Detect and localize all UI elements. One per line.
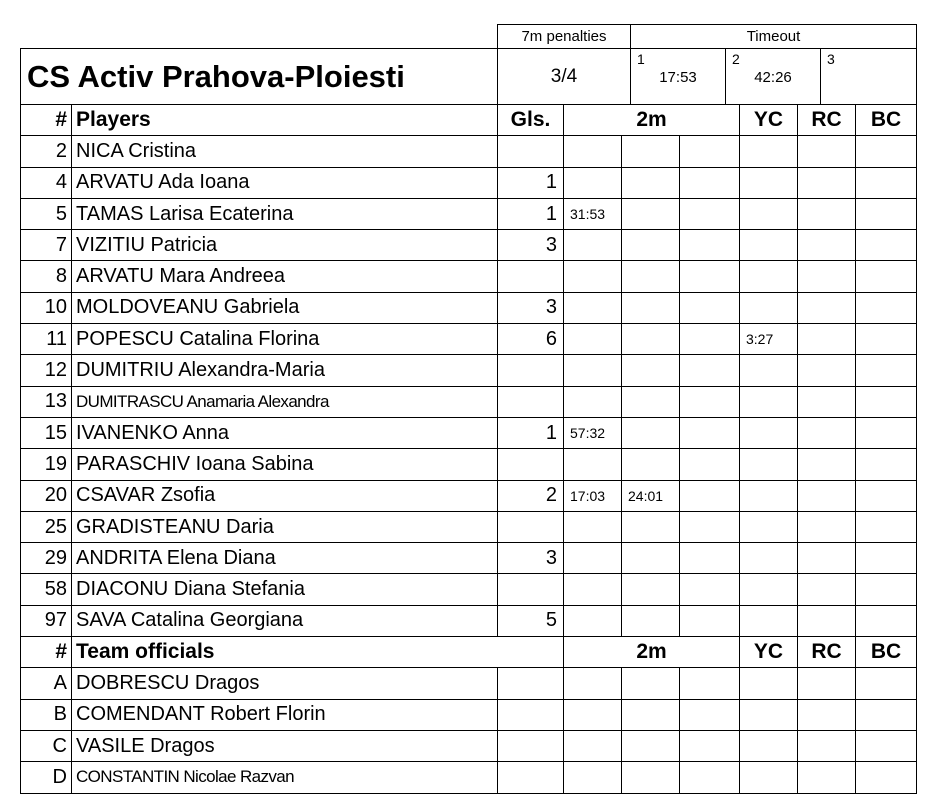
official-yc [740,762,798,793]
blue-card [856,230,917,261]
player-row [21,480,917,511]
player-goals: 5 [498,605,564,636]
player-goals: 3 [498,543,564,574]
official-bc [856,699,917,730]
two-min-2: 24:01 [622,480,680,511]
player-goals [498,511,564,542]
official-name: CONSTANTIN Nicolae Razvan [72,762,498,793]
red-card [798,292,856,323]
player-goals [498,449,564,480]
official-row [21,730,917,761]
yellow-card [740,230,798,261]
player-name: DUMITRIU Alexandra-Maria [72,355,498,386]
red-card [798,230,856,261]
two-min-2 [622,543,680,574]
player-name: ANDRITA Elena Diana [72,543,498,574]
player-name: VIZITIU Patricia [72,230,498,261]
col-yc: YC [740,637,798,668]
red-card [798,605,856,636]
yellow-card [740,261,798,292]
two-min-3 [680,449,740,480]
official-id: B [21,699,72,730]
two-min-3 [680,574,740,605]
player-number: 25 [21,511,72,542]
player-row [21,292,917,323]
yellow-card [740,292,798,323]
two-min-3 [680,136,740,167]
official-2m-2 [622,668,680,699]
official-rc [798,699,856,730]
col-bc: BC [856,105,917,136]
yellow-card [740,136,798,167]
two-min-1 [564,605,622,636]
player-row [21,605,917,636]
player-row [21,261,917,292]
blue-card [856,605,917,636]
official-name: DOBRESCU Dragos [72,668,498,699]
timeout-index: 1 [637,51,645,67]
official-bc [856,730,917,761]
player-row [21,543,917,574]
red-card [798,324,856,355]
yellow-card [740,480,798,511]
official-row [21,668,917,699]
official-2m-1 [564,668,622,699]
red-card [798,417,856,448]
player-goals: 1 [498,417,564,448]
official-bc [856,668,917,699]
player-number: 7 [21,230,72,261]
yellow-card: 3:27 [740,324,798,355]
two-min-3 [680,167,740,198]
player-goals: 2 [498,480,564,511]
player-goals: 1 [498,198,564,229]
player-number: 10 [21,292,72,323]
two-min-3 [680,511,740,542]
timeout-label: Timeout [631,25,917,49]
player-row [21,167,917,198]
roster-table [20,104,917,794]
two-min-1 [564,574,622,605]
red-card [798,386,856,417]
two-min-2 [622,198,680,229]
officials-header-row [21,637,917,668]
blue-card [856,261,917,292]
official-yc [740,730,798,761]
red-card [798,355,856,386]
official-name: COMENDANT Robert Florin [72,699,498,730]
official-row [21,762,917,793]
two-min-3 [680,543,740,574]
col-players: Players [72,105,498,136]
official-yc [740,668,798,699]
official-2m-1 [564,730,622,761]
player-number: 15 [21,417,72,448]
official-rc [798,762,856,793]
col-yc: YC [740,105,798,136]
player-goals: 6 [498,324,564,355]
player-number: 2 [21,136,72,167]
player-row [21,355,917,386]
player-row [21,136,917,167]
two-min-2 [622,292,680,323]
blue-card [856,574,917,605]
two-min-1 [564,543,622,574]
col-2m: 2m [564,637,740,668]
red-card [798,480,856,511]
player-name: POPESCU Catalina Florina [72,324,498,355]
player-number: 29 [21,543,72,574]
player-row [21,324,917,355]
official-id: A [21,668,72,699]
official-cell [498,668,564,699]
player-name: DUMITRASCU Anamaria Alexandra [72,386,498,417]
official-2m-3 [680,762,740,793]
two-min-2 [622,605,680,636]
red-card [798,136,856,167]
header-spacer [21,25,498,49]
two-min-3 [680,230,740,261]
official-2m-3 [680,699,740,730]
red-card [798,261,856,292]
team-header [20,24,917,105]
player-number: 5 [21,198,72,229]
yellow-card [740,574,798,605]
two-min-3 [680,386,740,417]
blue-card [856,480,917,511]
official-cell [498,762,564,793]
yellow-card [740,386,798,417]
blue-card [856,355,917,386]
two-min-2 [622,261,680,292]
penalties-value: 3/4 [498,49,631,105]
player-goals: 3 [498,292,564,323]
penalties-label: 7m penalties [498,25,631,49]
two-min-1: 17:03 [564,480,622,511]
two-min-2 [622,449,680,480]
timeout-time: 42:26 [754,69,792,86]
two-min-3 [680,605,740,636]
official-rc [798,730,856,761]
player-name: SAVA Catalina Georgiana [72,605,498,636]
player-goals [498,574,564,605]
two-min-1 [564,355,622,386]
player-row [21,198,917,229]
team-name: CS Activ Prahova-Ploiesti [21,49,498,105]
timeout-index: 2 [732,51,740,67]
official-2m-1 [564,762,622,793]
official-2m-3 [680,668,740,699]
player-row [21,417,917,448]
yellow-card [740,543,798,574]
player-goals [498,386,564,417]
blue-card [856,449,917,480]
two-min-3 [680,324,740,355]
red-card [798,167,856,198]
player-number: 13 [21,386,72,417]
timeout-1 [631,49,726,105]
player-goals [498,136,564,167]
two-min-3 [680,261,740,292]
official-2m-2 [622,762,680,793]
player-row [21,511,917,542]
player-name: ARVATU Ada Ioana [72,167,498,198]
official-yc [740,699,798,730]
official-2m-2 [622,730,680,761]
official-name: VASILE Dragos [72,730,498,761]
two-min-2 [622,511,680,542]
red-card [798,543,856,574]
player-number: 20 [21,480,72,511]
two-min-2 [622,574,680,605]
col-officials: Team officials [72,637,564,668]
player-goals: 3 [498,230,564,261]
two-min-3 [680,198,740,229]
col-rc: RC [798,105,856,136]
player-name: ARVATU Mara Andreea [72,261,498,292]
official-cell [498,699,564,730]
blue-card [856,167,917,198]
col-bc: BC [856,637,917,668]
player-number: 19 [21,449,72,480]
yellow-card [740,417,798,448]
official-2m-1 [564,699,622,730]
two-min-2 [622,417,680,448]
players-header-row [21,105,917,136]
two-min-3 [680,355,740,386]
two-min-1 [564,292,622,323]
two-min-1 [564,136,622,167]
official-2m-2 [622,699,680,730]
two-min-3 [680,480,740,511]
two-min-2 [622,230,680,261]
two-min-1 [564,261,622,292]
col-rc: RC [798,637,856,668]
player-name: CSAVAR Zsofia [72,480,498,511]
blue-card [856,292,917,323]
player-goals [498,355,564,386]
red-card [798,198,856,229]
player-number: 58 [21,574,72,605]
yellow-card [740,449,798,480]
player-number: 11 [21,324,72,355]
official-rc [798,668,856,699]
red-card [798,574,856,605]
yellow-card [740,167,798,198]
two-min-1 [564,167,622,198]
blue-card [856,543,917,574]
red-card [798,511,856,542]
official-id: D [21,762,72,793]
yellow-card [740,511,798,542]
timeout-2 [726,49,821,105]
player-row [21,574,917,605]
yellow-card [740,605,798,636]
timeout-index: 3 [827,51,835,67]
two-min-1 [564,230,622,261]
player-goals: 1 [498,167,564,198]
blue-card [856,136,917,167]
col-2m: 2m [564,105,740,136]
player-number: 97 [21,605,72,636]
two-min-1 [564,449,622,480]
player-number: 12 [21,355,72,386]
player-name: PARASCHIV Ioana Sabina [72,449,498,480]
official-2m-3 [680,730,740,761]
blue-card [856,417,917,448]
player-name: TAMAS Larisa Ecaterina [72,198,498,229]
two-min-2 [622,355,680,386]
two-min-1: 31:53 [564,198,622,229]
two-min-2 [622,386,680,417]
blue-card [856,386,917,417]
player-number: 8 [21,261,72,292]
player-number: 4 [21,167,72,198]
blue-card [856,324,917,355]
red-card [798,449,856,480]
official-cell [498,730,564,761]
two-min-1: 57:32 [564,417,622,448]
two-min-1 [564,511,622,542]
two-min-2 [622,324,680,355]
player-goals [498,261,564,292]
player-name: DIACONU Diana Stefania [72,574,498,605]
official-id: C [21,730,72,761]
player-row [21,449,917,480]
yellow-card [740,355,798,386]
col-num: # [21,637,72,668]
player-row [21,230,917,261]
two-min-1 [564,324,622,355]
timeout-3 [821,49,917,105]
blue-card [856,198,917,229]
two-min-3 [680,292,740,323]
player-name: MOLDOVEANU Gabriela [72,292,498,323]
player-name: IVANENKO Anna [72,417,498,448]
yellow-card [740,198,798,229]
two-min-2 [622,167,680,198]
two-min-1 [564,386,622,417]
timeout-time: 17:53 [659,69,697,86]
player-row [21,386,917,417]
blue-card [856,511,917,542]
col-goals: Gls. [498,105,564,136]
player-name: NICA Cristina [72,136,498,167]
official-bc [856,762,917,793]
official-row [21,699,917,730]
two-min-2 [622,136,680,167]
two-min-3 [680,417,740,448]
player-name: GRADISTEANU Daria [72,511,498,542]
col-num: # [21,105,72,136]
